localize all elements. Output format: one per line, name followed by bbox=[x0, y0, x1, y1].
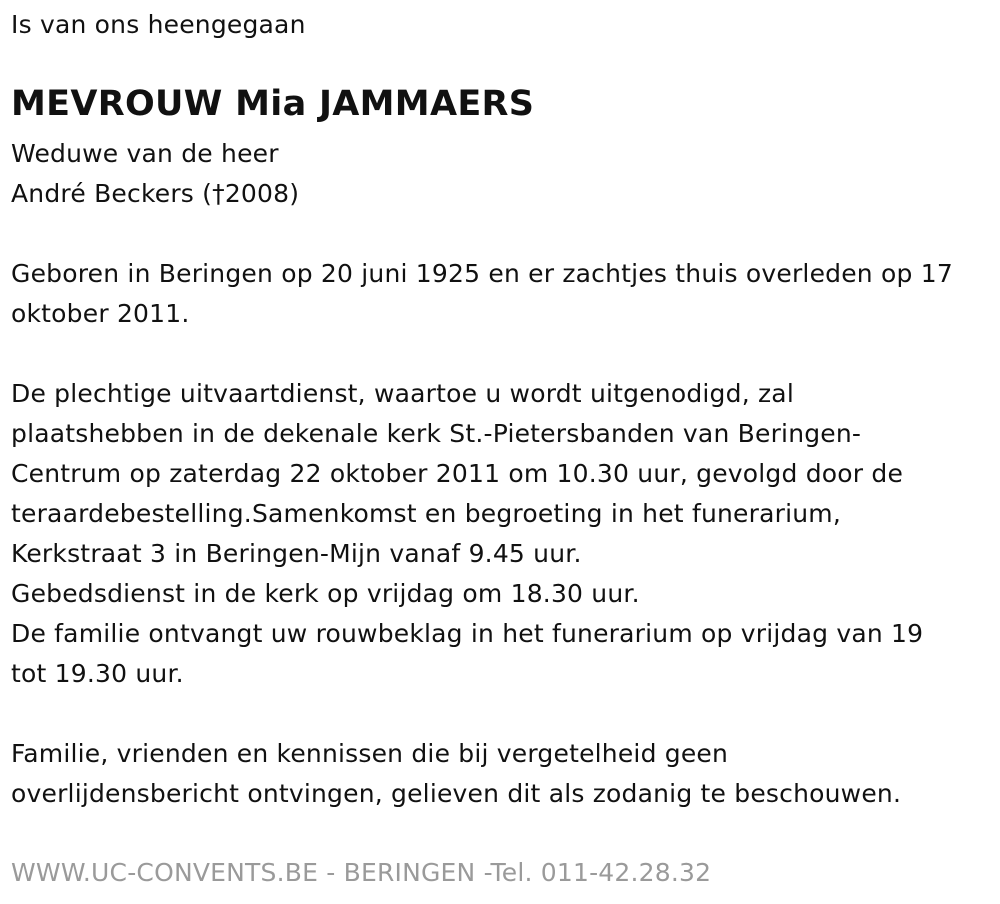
deceased-name: MEVROUW Mia JAMMAERS bbox=[11, 84, 535, 124]
service-line-5: Kerkstraat 3 in Beringen-Mijn vanaf 9.45 uur. bbox=[11, 539, 582, 568]
notice-line-2: overlijdensbericht ontvingen, gelieven dit als zodanig te beschouwen. bbox=[11, 779, 902, 808]
birth-death-line-1: Geboren in Beringen op 20 juni 1925 en er zachtjes thuis overleden op 17 bbox=[11, 259, 953, 288]
service-line-2: plaatshebben in de dekenale kerk St.-Pietersbanden van Beringen- bbox=[11, 419, 862, 448]
footer-contact: WWW.UC-CONVENTS.BE - BERINGEN -Tel. 011-42.28.32 bbox=[11, 858, 712, 887]
birth-death-line-2: oktober 2011. bbox=[11, 299, 190, 328]
service-line-7: De familie ontvangt uw rouwbeklag in het funerarium op vrijdag van 19 bbox=[11, 619, 924, 648]
service-line-3: Centrum op zaterdag 22 oktober 2011 om 10.30 uur, gevolgd door de bbox=[11, 459, 904, 488]
notice-line-1: Familie, vrienden en kennissen die bij vergetelheid geen bbox=[11, 739, 729, 768]
service-line-1: De plechtige uitvaartdienst, waartoe u wordt uitgenodigd, zal bbox=[11, 379, 794, 408]
spouse-line-1: Weduwe van de heer bbox=[11, 139, 279, 168]
service-line-4: teraardebestelling.Samenkomst en begroeting in het funerarium, bbox=[11, 499, 841, 528]
service-line-6: Gebedsdienst in de kerk op vrijdag om 18.30 uur. bbox=[11, 579, 640, 608]
service-line-8: tot 19.30 uur. bbox=[11, 659, 184, 688]
intro-text: Is van ons heengegaan bbox=[11, 10, 306, 39]
spouse-line-2: André Beckers (†2008) bbox=[11, 179, 300, 208]
